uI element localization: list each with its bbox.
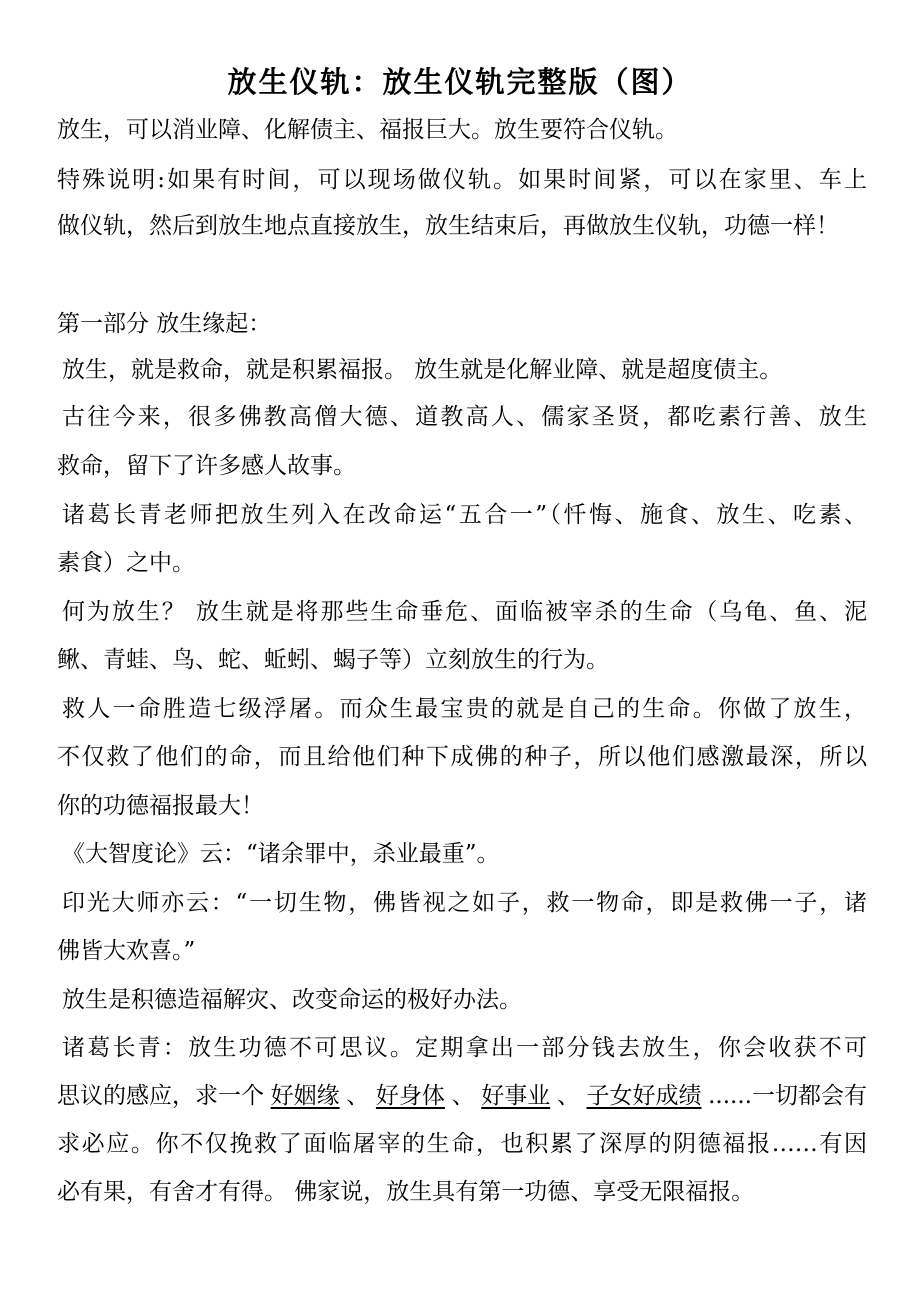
paragraph-9-line-4: 必有果，有舍才有得。 佛家说，放生具有第一功德、享受无限福报。 [57, 1179, 755, 1205]
link-good-career[interactable]: 好事业 [481, 1083, 551, 1109]
paragraph-5-line-1: 救人一命胜造七级浮屠。而众生最宝贵的就是自己的生命。你做了放生， [62, 696, 867, 722]
special-note-line-1: 特殊说明:如果有时间，可以现场做仪轨。如果时间紧，可以在家里、车上 [57, 167, 867, 193]
paragraph-5-line-2: 不仅救了他们的命，而且给他们种下成佛的种子，所以他们感激最深，所以 [57, 744, 867, 770]
separator-3: 、 [556, 1083, 580, 1109]
separator-1: 、 [346, 1083, 370, 1109]
paragraph-9-line-1: 诸葛长青：放生功德不可思议。定期拿出一部分钱去放生，你会收获不可 [62, 1035, 867, 1061]
special-note-line-2: 做仪轨，然后到放生地点直接放生，放生结束后，再做放生仪轨，功德一样！ [57, 213, 839, 239]
paragraph-9-line-2-suffix: ......一切都会有 [708, 1083, 867, 1109]
paragraph-4-line-1: 何为放生？ 放生就是将那些生命垂危、面临被宰杀的生命（乌龟、鱼、泥 [62, 599, 867, 625]
paragraph-3-line-2: 素食）之中。 [57, 550, 195, 576]
paragraph-4-line-2: 鳅、青蛙、鸟、蛇、蚯蚓、蝎子等）立刻放生的行为。 [57, 647, 609, 673]
paragraph-7-line-1: 印光大师亦云：“一切生物，佛皆视之如子，救一物命，即是救佛一子，诸 [62, 890, 867, 916]
page-title: 放生仪轨：放生仪轨完整版（图） [227, 65, 693, 99]
paragraph-5-line-3: 你的功德福报最大！ [57, 793, 264, 819]
paragraph-9-line-3: 求必应。你不仅挽救了面临屠宰的生命，也积累了深厚的阴德福报……有因 [57, 1131, 867, 1157]
link-good-marriage[interactable]: 好姻缘 [270, 1083, 340, 1109]
paragraph-3-line-1: 诸葛长青老师把放生列入在改命运“五合一”（忏悔、施食、放生、吃素、 [62, 502, 867, 528]
intro-text: 放生，可以消业障、化解债主、福报巨大。放生要符合仪轨。 [57, 117, 678, 143]
paragraph-9-line-2 [57, 1080, 867, 1112]
separator-2: 、 [451, 1083, 475, 1109]
paragraph-2-line-2: 救命，留下了许多感人故事。 [57, 453, 356, 479]
paragraph-8: 放生是积德造福解灾、改变命运的极好办法。 [62, 987, 522, 1013]
paragraph-2-line-1: 古往今来，很多佛教高僧大德、道教高人、儒家圣贤，都吃素行善、放生 [62, 404, 867, 430]
link-children-grades[interactable]: 子女好成绩 [586, 1083, 702, 1109]
section-heading: 第一部分 放生缘起： [57, 311, 272, 337]
paragraph-9-line-2-prefix: 思议的感应，求一个 [57, 1083, 264, 1109]
paragraph-1: 放生，就是救命，就是积累福报。 放生就是化解业障、就是超度债主。 [62, 357, 783, 383]
link-good-health[interactable]: 好身体 [375, 1083, 445, 1109]
paragraph-6: 《大智度论》云：“诸余罪中，杀业最重”。 [62, 841, 500, 867]
paragraph-7-line-2: 佛皆大欢喜。” [57, 938, 196, 964]
